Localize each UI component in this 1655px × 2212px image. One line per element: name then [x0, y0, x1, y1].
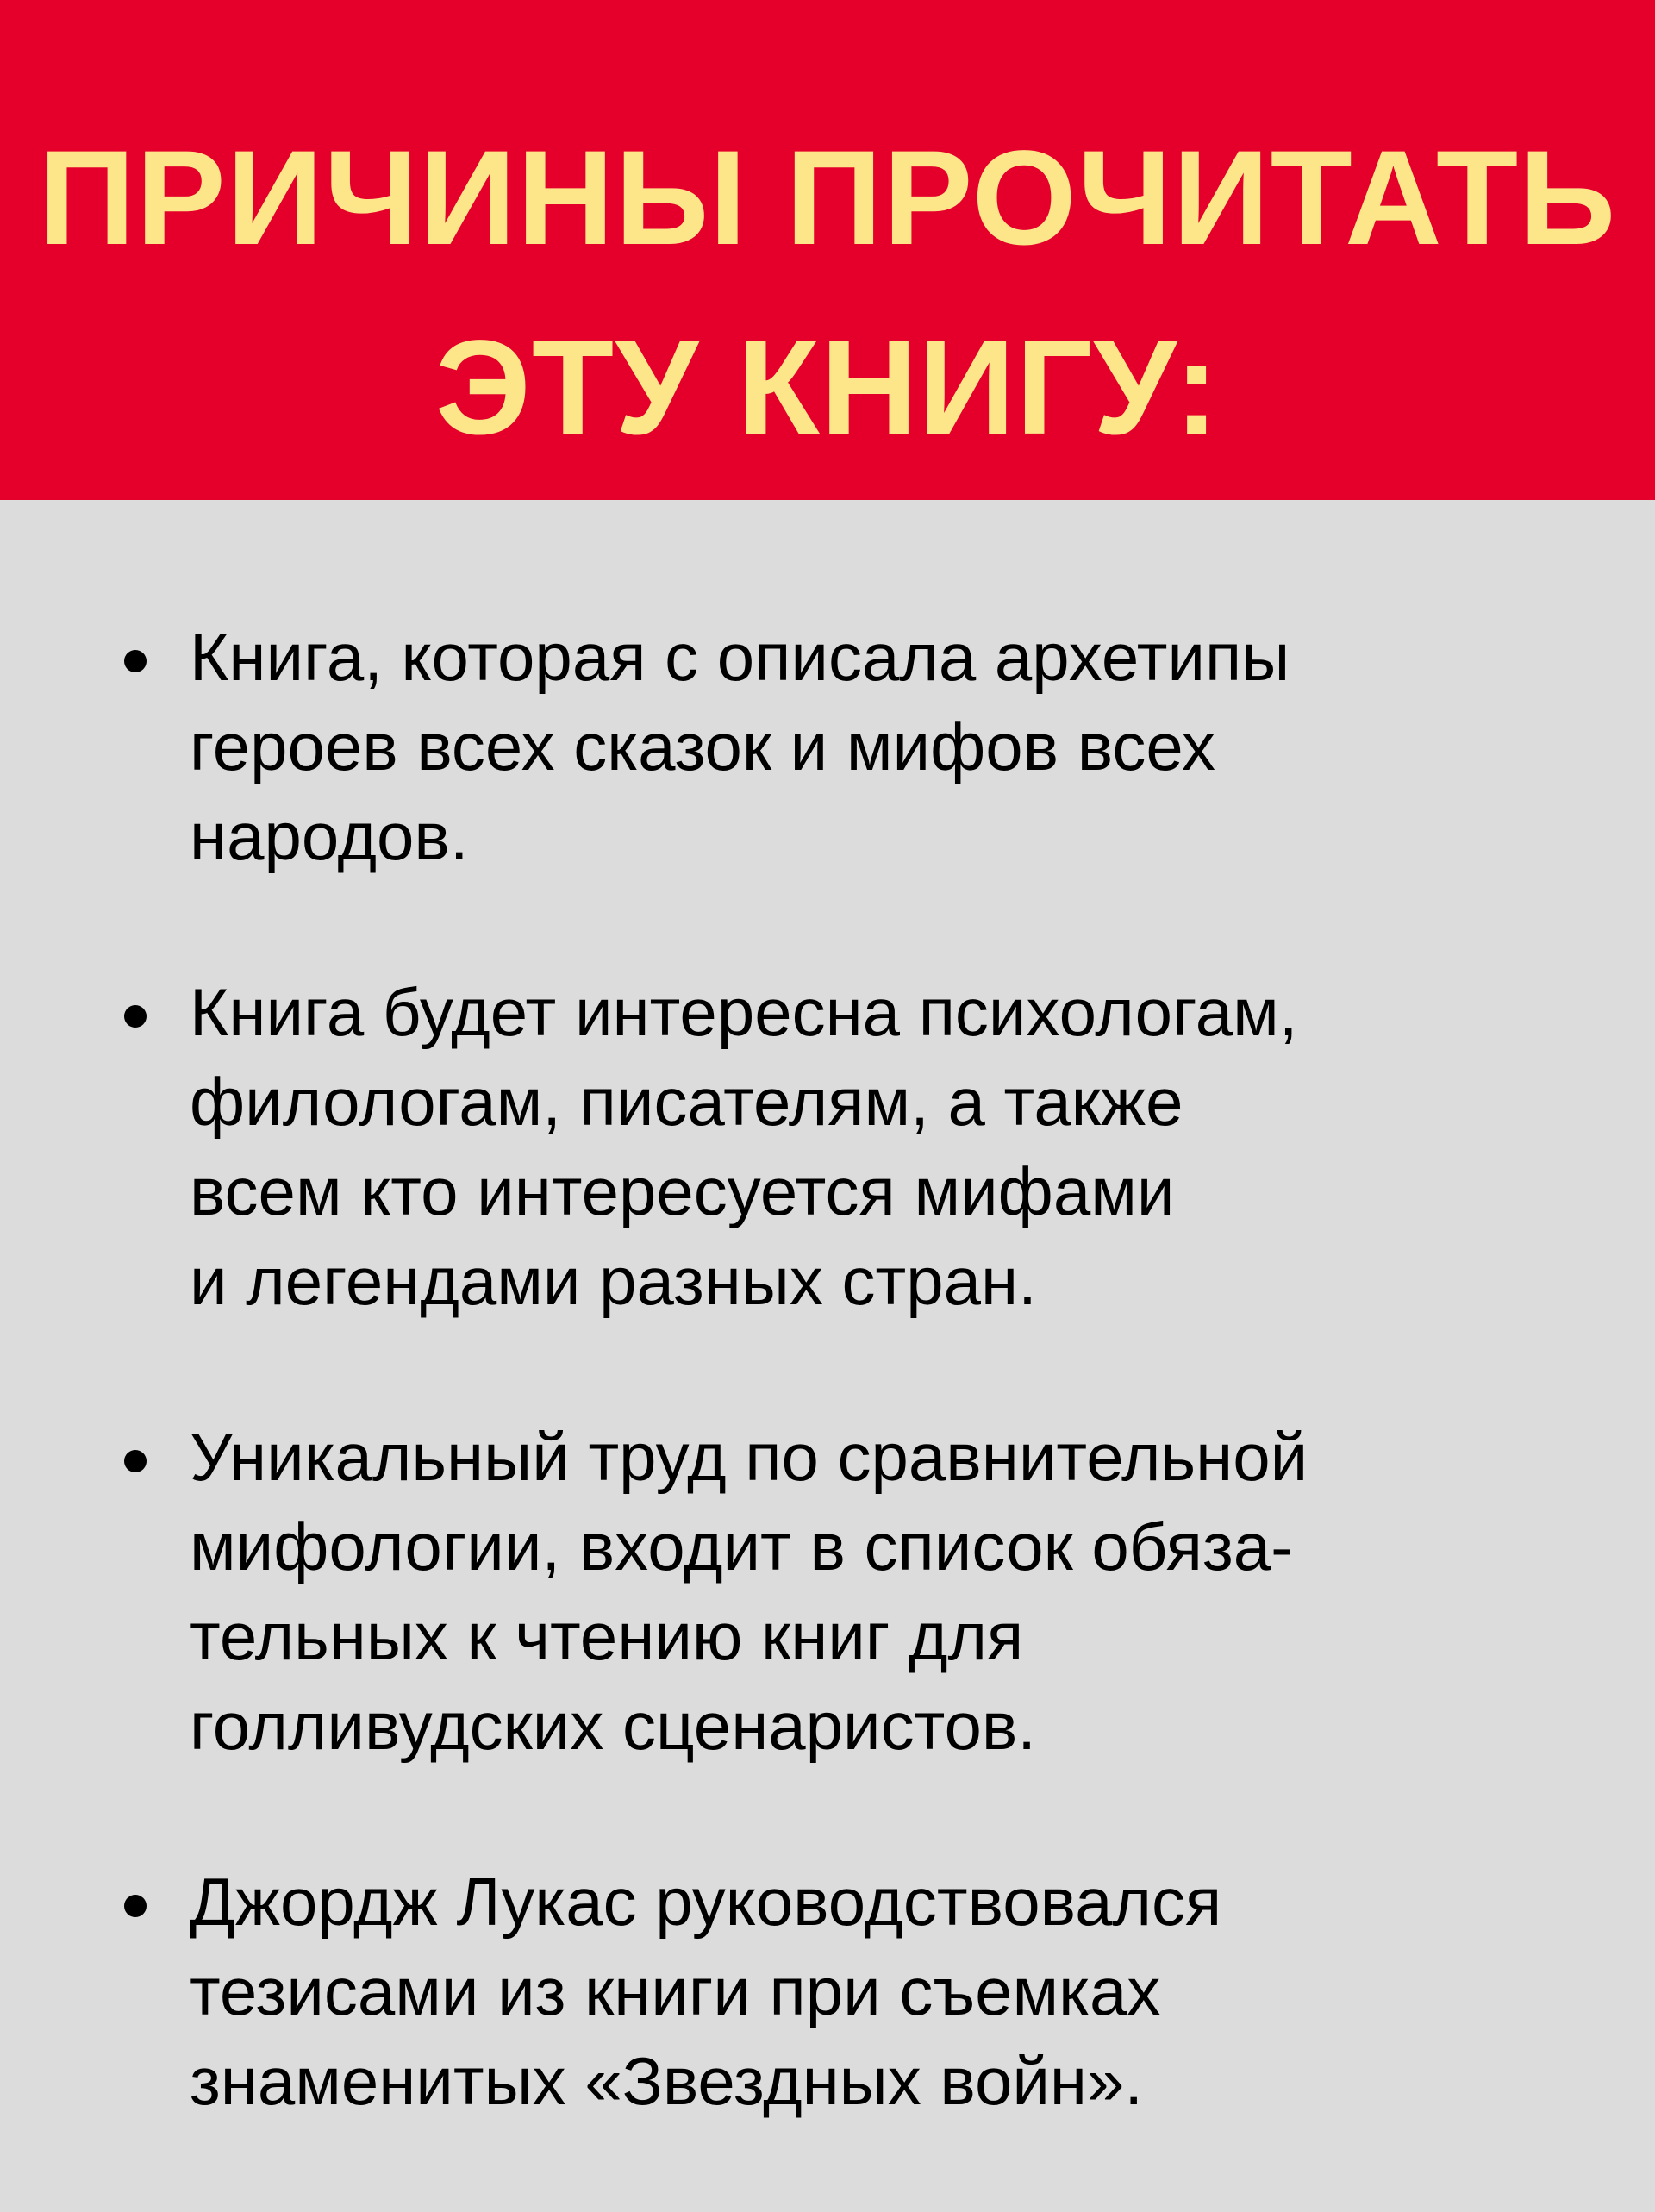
bullet-icon [124, 1005, 147, 1028]
title-line-2: ЭТУ КНИГУ: [434, 313, 1221, 463]
reason-item-3 [121, 1412, 1586, 1771]
reason-item-1 [121, 612, 1586, 881]
reason-item-2 [121, 967, 1586, 1326]
bullet-icon [124, 650, 147, 672]
bullet-icon [124, 1895, 147, 1917]
reason-line: Книга, которая с описала архетипы [190, 619, 1290, 695]
reason-line: и легендами разных стран. [190, 1243, 1037, 1319]
reason-line: филологам, писателям, а также [190, 1064, 1183, 1140]
title-line-1: ПРИЧИНЫ ПРОЧИТАТЬ [38, 123, 1617, 273]
reason-line: героев всех сказок и мифов всех [190, 709, 1215, 784]
reasons-list [121, 612, 1586, 2212]
reason-line: Книга будет интересна психологам, [190, 974, 1298, 1050]
reason-line: всем кто интересуется мифами [190, 1153, 1175, 1229]
reason-line: Джордж Лукас руководствовался [190, 1864, 1222, 1940]
reason-line: тезисами из книги при съемках [190, 1953, 1161, 2029]
page-title [0, 103, 1655, 483]
reason-line: народов. [190, 798, 469, 874]
reason-line: голливудских сценаристов. [190, 1688, 1036, 1764]
reason-line: тельных к чтению книг для [190, 1598, 1024, 1674]
reason-line: Уникальный труд по сравнительной [190, 1419, 1308, 1495]
bullet-icon [124, 1450, 147, 1472]
reason-line: мифологии, входит в список обяза- [190, 1509, 1294, 1584]
reason-item-4 [121, 1857, 1586, 2126]
reason-line: знаменитых «Звездных войн». [190, 2043, 1144, 2119]
header-banner [0, 0, 1655, 500]
